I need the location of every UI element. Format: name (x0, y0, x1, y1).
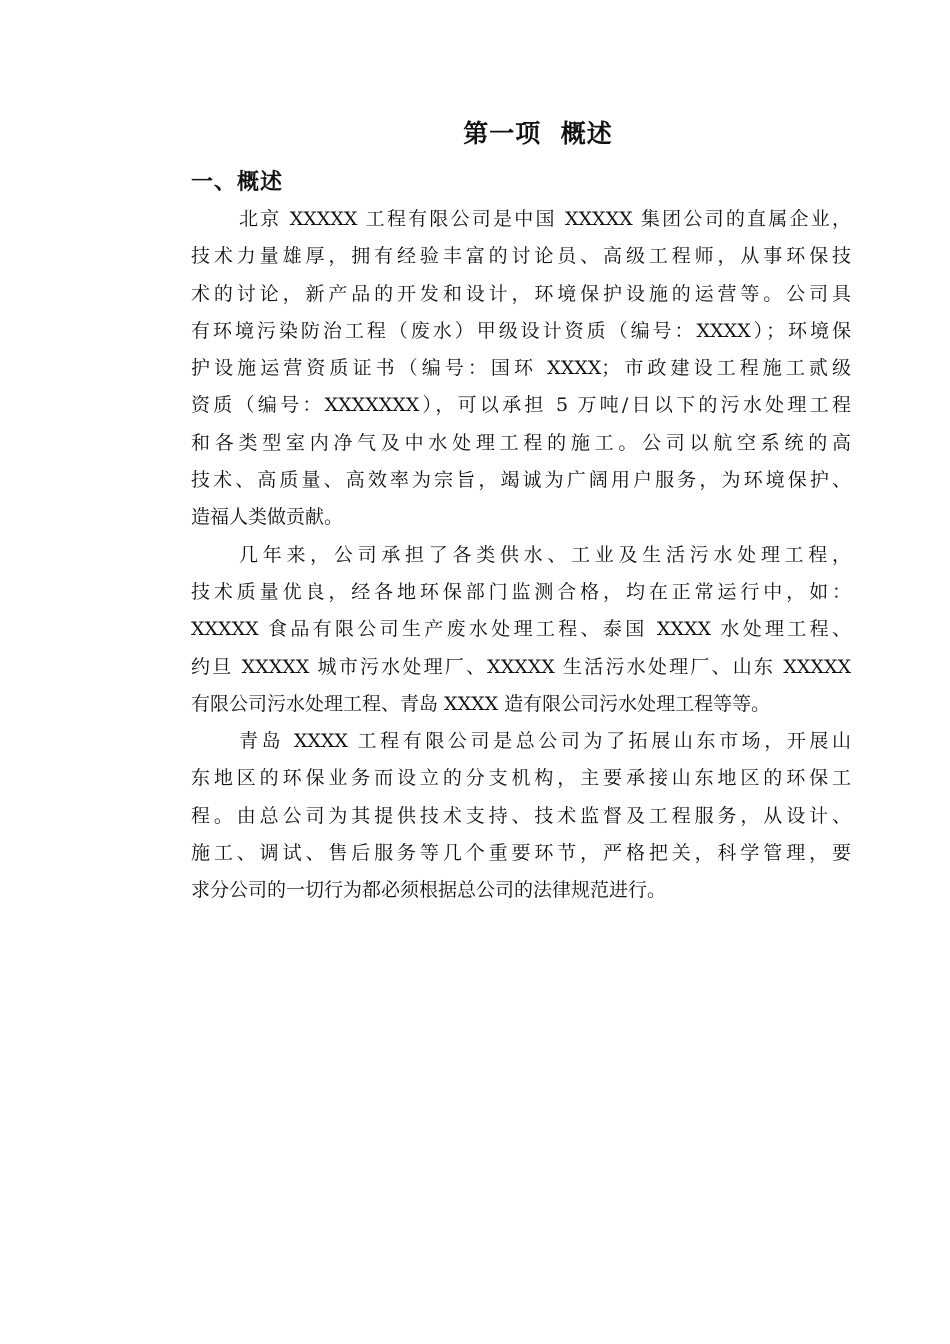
paragraph-line: 护设施运营资质证书（编号：国环 XXXX；市政建设工程施工贰级 (191, 357, 851, 380)
paragraph-line: 造福人类做贡献。 (191, 506, 344, 529)
paragraph-line: 技术质量优良，经各地环保部门监测合格，均在正常运行中，如： (191, 580, 851, 603)
paragraph-line: 程。由总公司为其提供技术支持、技术监督及工程服务，从设计、 (191, 804, 851, 827)
paragraph-line: XXXXX 食品有限公司生产废水处理工程、泰国 XXXX 水处理工程、 (191, 618, 851, 641)
paragraph-line: 施工、调试、售后服务等几个重要环节，严格把关，科学管理，要 (191, 842, 851, 865)
paragraph-project-experience (191, 537, 851, 723)
section-heading: 一、概述 (191, 170, 284, 195)
paragraph-company-profile (191, 201, 851, 537)
paragraph-line: 有限公司污水处理工程、青岛 XXXX 造有限公司污水处理工程等等。 (191, 692, 771, 715)
paragraph-line: 和各类型室内净气及中水处理工程的施工。公司以航空系统的高 (191, 431, 851, 454)
paragraph-line: 青岛 XXXX 工程有限公司是总公司为了拓展山东市场，开展山 (239, 730, 851, 753)
paragraph-line: 技术力量雄厚，拥有经验丰富的讨论员、高级工程师，从事环保技 (191, 245, 851, 268)
document-body (191, 201, 851, 910)
paragraph-line: 东地区的环保业务而设立的分支机构，主要承接山东地区的环保工 (191, 767, 851, 790)
paragraph-line: 几年来，公司承担了各类供水、工业及生活污水处理工程， (239, 543, 851, 566)
paragraph-line: 约旦 XXXXX 城市污水处理厂、XXXXX 生活污水处理厂、山东 XXXXX (191, 655, 851, 678)
paragraph-line: 技术、高质量、高效率为宗旨，竭诚为广阔用户服务，为环境保护、 (191, 469, 851, 492)
paragraph-line: 求分公司的一切行为都必须根据总公司的法律规范进行。 (191, 879, 667, 902)
paragraph-branch-office (191, 723, 851, 909)
document-title: 第一项 概述 (463, 119, 613, 148)
paragraph-line: 北京 XXXXX 工程有限公司是中国 XXXXX 集团公司的直属企业， (239, 208, 851, 230)
paragraph-line: 资质（编号：XXXXXXX），可以承担 5 万吨/日以下的污水处理工程 (191, 394, 851, 417)
paragraph-line: 有环境污染防治工程（废水）甲级设计资质（编号：XXXX）；环境保 (191, 319, 851, 342)
paragraph-line: 术的讨论，新产品的开发和设计，环境保护设施的运营等。公司具 (191, 282, 851, 305)
